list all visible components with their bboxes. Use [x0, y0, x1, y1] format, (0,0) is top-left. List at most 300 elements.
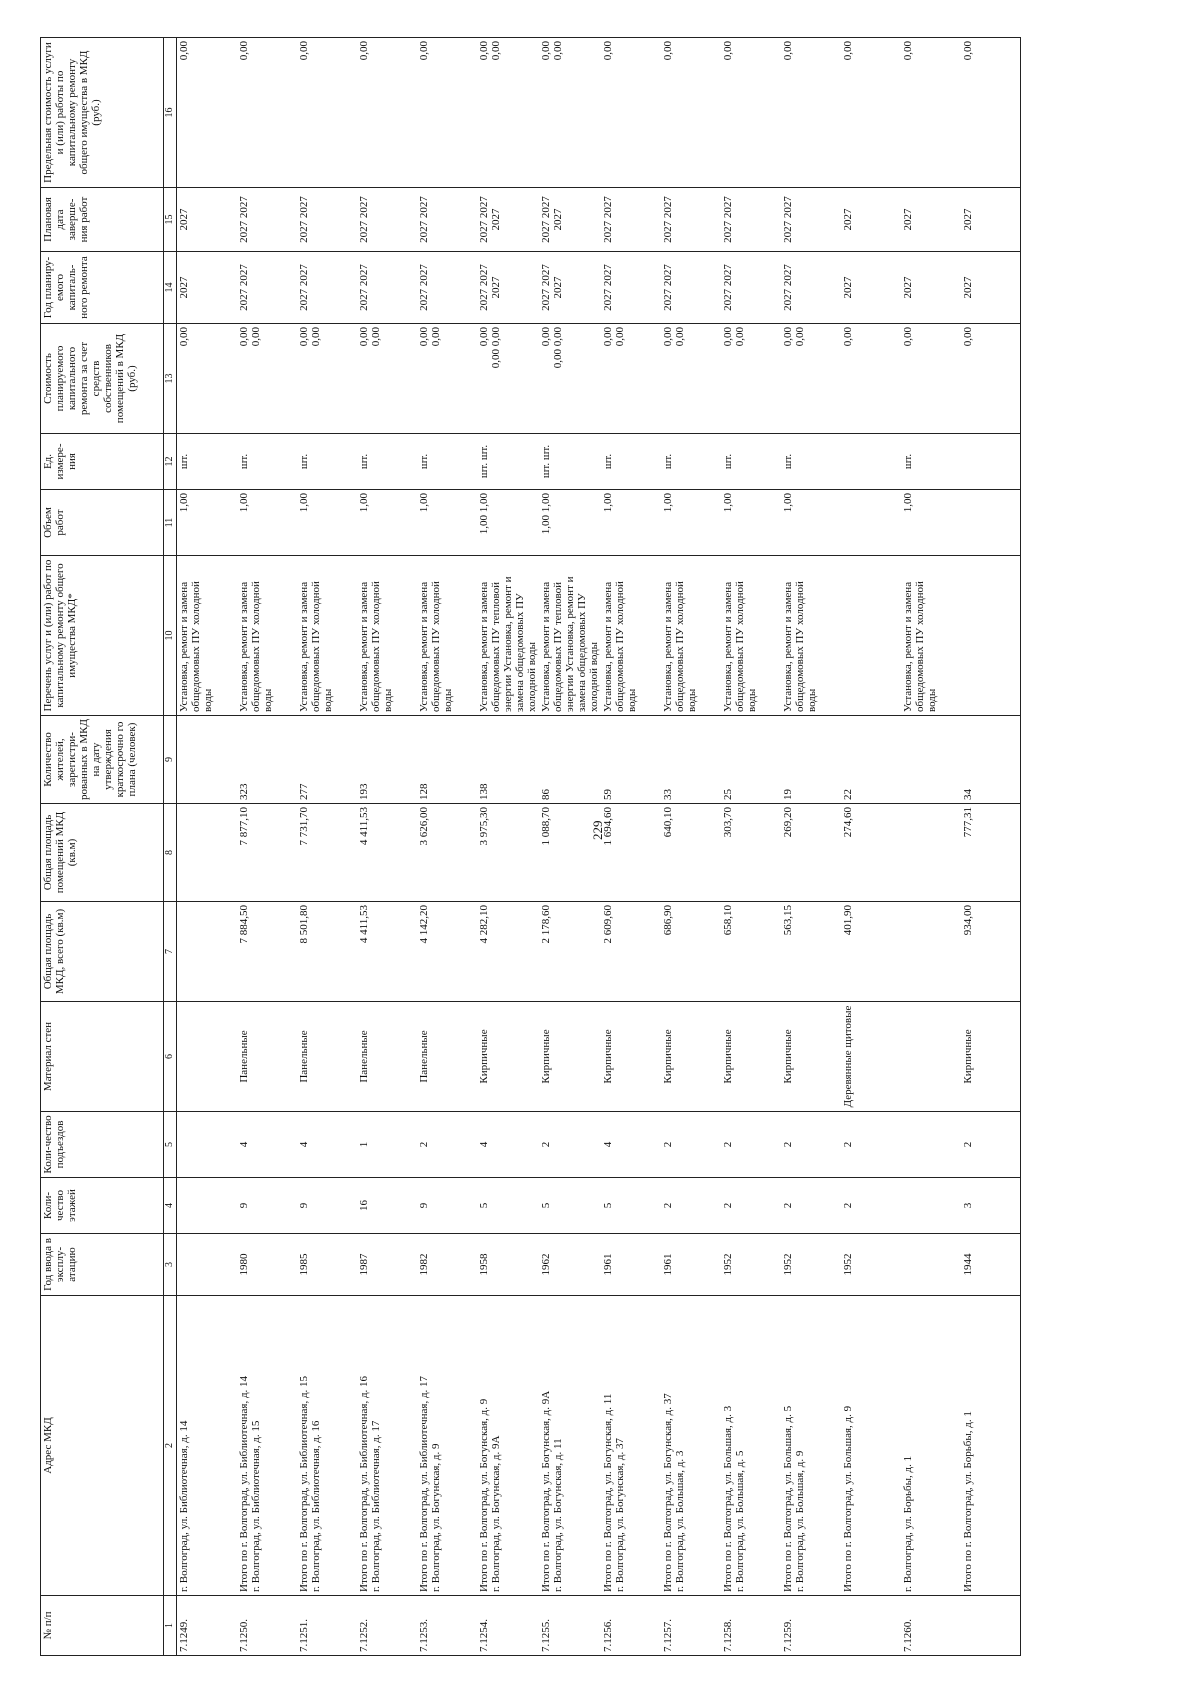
- table-row: [477, 38, 539, 1656]
- header-cell: Год планиру-емого капиталь-ного ремонта: [41, 252, 164, 324]
- address-cell: [841, 1296, 901, 1596]
- year-built-cell: 1980: [237, 1234, 297, 1296]
- limit-total-line: 0,00: [961, 41, 974, 61]
- cost-cell: [417, 324, 477, 434]
- wall-material-cell: Кирпичные: [601, 1002, 661, 1112]
- cost-total-line: 0,00: [297, 327, 310, 347]
- address-line: г. Волгоград, ул. Богунская, д. 9: [429, 1443, 442, 1592]
- entrances-cell: 2: [539, 1112, 601, 1178]
- limit-cost-cell: [901, 38, 961, 188]
- end-date-cell: 2027 2027 2027: [539, 188, 601, 252]
- works-list-cell: Установка, ремонт и замена общедомовых ПУ холодной воды: [661, 556, 721, 716]
- year-built-cell: 1952: [841, 1234, 901, 1296]
- address-line: г. Волгоград, ул. Библиотечная, д. 14: [178, 1420, 190, 1592]
- header-cell: Коли-чество подъездов: [41, 1112, 164, 1178]
- year-built-cell: 1958: [477, 1234, 539, 1296]
- rooms-area-cell: 640,10: [661, 804, 721, 902]
- wall-material-cell: Деревянные щитовые: [841, 1002, 901, 1112]
- cost-total-line: 0,00: [477, 327, 490, 347]
- entrances-cell: [901, 1112, 961, 1178]
- wall-material-cell: Кирпичные: [781, 1002, 841, 1112]
- entrances-cell: 2: [841, 1112, 901, 1178]
- volume-cell: 1,00: [237, 490, 297, 556]
- cost-total-line: 0,00: [961, 327, 974, 347]
- end-date-cell: 2027: [961, 188, 1021, 252]
- volume-cell: 1,00: [177, 490, 237, 556]
- row-number: 7.1260.: [901, 1596, 961, 1656]
- year-built-cell: 1982: [417, 1234, 477, 1296]
- rooms-area-cell: [177, 804, 237, 902]
- limit-cost-cell: [721, 38, 781, 188]
- volume-cell: 1,00: [601, 490, 661, 556]
- limit-total-line: 0,00: [539, 41, 552, 61]
- cost-cell: [601, 324, 661, 434]
- end-date-cell: 2027 2027: [781, 188, 841, 252]
- cost-cell: [539, 324, 601, 434]
- column-number: 8: [164, 804, 177, 902]
- address-total-line: Итого по г. Волгоград, ул. Библиотечная, д. 15: [297, 1375, 310, 1592]
- residents-cell: 33: [661, 716, 721, 804]
- address-cell: [357, 1296, 417, 1596]
- address-line: г. Волгоград, ул. Большая, д. 9: [793, 1450, 806, 1592]
- works-list-cell: Установка, ремонт и замена общедомовых ПУ холодной воды: [601, 556, 661, 716]
- row-number: 7.1251.: [297, 1596, 357, 1656]
- volume-cell: 1,00 1,00: [539, 490, 601, 556]
- year-built-cell: 1985: [297, 1234, 357, 1296]
- limit-line: 0,00: [489, 41, 502, 61]
- table-body: [177, 38, 1021, 1656]
- volume-cell: 1,00: [661, 490, 721, 556]
- limit-total-line: 0,00: [357, 41, 370, 61]
- end-date-cell: 2027: [901, 188, 961, 252]
- unit-cell: [841, 434, 901, 490]
- volume-cell: 1,00 1,00: [477, 490, 539, 556]
- limit-cost-cell: [961, 38, 1021, 188]
- cost-line: 0,00 0,00: [551, 327, 564, 369]
- header-cell: № п/п: [41, 1596, 164, 1656]
- address-cell: [477, 1296, 539, 1596]
- capital-repair-table: [40, 37, 1021, 1656]
- repair-year-cell: 2027 2027 2027: [539, 252, 601, 324]
- total-area-cell: 7 884,50: [237, 902, 297, 1002]
- table-row: [781, 38, 841, 1656]
- table-row: [357, 38, 417, 1656]
- cost-cell: [901, 324, 961, 434]
- cost-cell: [721, 324, 781, 434]
- repair-year-cell: 2027 2027: [781, 252, 841, 324]
- limit-cost-cell: [177, 38, 237, 188]
- row-number: 7.1252.: [357, 1596, 417, 1656]
- year-built-cell: 1961: [661, 1234, 721, 1296]
- cost-total-line: 0,00: [601, 327, 614, 347]
- unit-cell: шт.: [177, 434, 237, 490]
- address-line: г. Волгоград, ул. Богунская, д. 11: [551, 1438, 564, 1592]
- volume-cell: [841, 490, 901, 556]
- address-cell: [781, 1296, 841, 1596]
- row-number: 7.1253.: [417, 1596, 477, 1656]
- cost-cell: [781, 324, 841, 434]
- year-built-cell: 1962: [539, 1234, 601, 1296]
- cost-total-line: 0,00: [539, 327, 552, 347]
- floors-cell: 5: [539, 1178, 601, 1234]
- table-row: [961, 38, 1021, 1656]
- limit-total-line: 0,00: [297, 41, 310, 61]
- header-cell: Год ввода в эксплу-атацию: [41, 1234, 164, 1296]
- column-number: 12: [164, 434, 177, 490]
- cost-cell: [661, 324, 721, 434]
- residents-cell: [177, 716, 237, 804]
- repair-year-cell: 2027 2027: [721, 252, 781, 324]
- unit-cell: шт.: [297, 434, 357, 490]
- entrances-cell: 2: [661, 1112, 721, 1178]
- table-row: [721, 38, 781, 1656]
- header-cell: Общая площадь помещений МКД (кв.м): [41, 804, 164, 902]
- cost-total-line: 0,00: [417, 327, 430, 347]
- wall-material-cell: Панельные: [357, 1002, 417, 1112]
- residents-cell: 22: [841, 716, 901, 804]
- column-number: 14: [164, 252, 177, 324]
- residents-cell: 86: [539, 716, 601, 804]
- cost-line: 0,00: [673, 327, 686, 347]
- header-cell: Количество жителей, зарегистри-рованных в МКД на дату утверждения краткосрочно го плана (человек): [41, 716, 164, 804]
- column-number: 1: [164, 1596, 177, 1656]
- residents-cell: [901, 716, 961, 804]
- works-list-cell: Установка, ремонт и замена общедомовых ПУ холодной воды: [297, 556, 357, 716]
- row-number: [961, 1596, 1021, 1656]
- table-row: [841, 38, 901, 1656]
- column-number: 15: [164, 188, 177, 252]
- cost-line: 0,00: [901, 327, 914, 347]
- floors-cell: 2: [661, 1178, 721, 1234]
- limit-cost-cell: [237, 38, 297, 188]
- cost-cell: [357, 324, 417, 434]
- address-total-line: Итого по г. Волгоград, ул. Богунская, д. 9: [477, 1398, 490, 1592]
- address-line: г. Волгоград, ул. Библиотечная, д. 15: [249, 1420, 262, 1592]
- table-row: [177, 38, 237, 1656]
- address-total-line: Итого по г. Волгоград, ул. Большая, д. 3: [721, 1405, 734, 1592]
- volume-cell: 1,00: [901, 490, 961, 556]
- column-number: 5: [164, 1112, 177, 1178]
- entrances-cell: 4: [237, 1112, 297, 1178]
- row-number: 7.1255.: [539, 1596, 601, 1656]
- entrances-cell: 1: [357, 1112, 417, 1178]
- unit-cell: шт.: [661, 434, 721, 490]
- year-built-cell: [177, 1234, 237, 1296]
- table-row: [901, 38, 961, 1656]
- year-built-cell: [901, 1234, 961, 1296]
- rooms-area-cell: 7 877,10: [237, 804, 297, 902]
- repair-year-cell: 2027 2027: [601, 252, 661, 324]
- limit-total-line: 0,00: [781, 41, 794, 61]
- volume-cell: 1,00: [297, 490, 357, 556]
- limit-total-line: 0,00: [721, 41, 734, 61]
- entrances-cell: [177, 1112, 237, 1178]
- end-date-cell: 2027: [841, 188, 901, 252]
- header-cell: Общая площадь МКД, всего (кв.м): [41, 902, 164, 1002]
- address-line: г. Волгоград, ул. Библиотечная, д. 16: [309, 1420, 322, 1592]
- works-list-cell: Установка, ремонт и замена общедомовых ПУ тепловой энергии Установка, ремонт и замена общедомовых ПУ холодной воды: [477, 556, 539, 716]
- limit-cost-cell: [477, 38, 539, 188]
- total-area-cell: 401,90: [841, 902, 901, 1002]
- total-area-cell: 563,15: [781, 902, 841, 1002]
- register-sheet: [40, 38, 1160, 1656]
- floors-cell: [901, 1178, 961, 1234]
- end-date-cell: 2027 2027: [357, 188, 417, 252]
- address-cell: [177, 1296, 237, 1596]
- residents-cell: 19: [781, 716, 841, 804]
- wall-material-cell: [901, 1002, 961, 1112]
- rooms-area-cell: 3 975,30: [477, 804, 539, 902]
- rooms-area-cell: 4 411,53: [357, 804, 417, 902]
- end-date-cell: 2027: [177, 188, 237, 252]
- address-line: г. Волгоград, ул. Богунская, д. 37: [613, 1438, 626, 1592]
- rooms-area-cell: 777,31: [961, 804, 1021, 902]
- cost-line: 0,00: [369, 327, 382, 347]
- year-built-cell: 1952: [781, 1234, 841, 1296]
- wall-material-cell: Кирпичные: [961, 1002, 1021, 1112]
- wall-material-cell: Кирпичные: [721, 1002, 781, 1112]
- column-number: 3: [164, 1234, 177, 1296]
- rooms-area-cell: 269,20: [781, 804, 841, 902]
- floors-cell: 5: [477, 1178, 539, 1234]
- limit-cost-cell: [601, 38, 661, 188]
- wall-material-cell: Панельные: [237, 1002, 297, 1112]
- residents-cell: 138: [477, 716, 539, 804]
- rooms-area-cell: 3 626,00: [417, 804, 477, 902]
- cost-line: 0,00 0,00: [489, 327, 502, 369]
- year-built-cell: 1944: [961, 1234, 1021, 1296]
- cost-total-line: 0,00: [721, 327, 734, 347]
- end-date-cell: 2027 2027: [721, 188, 781, 252]
- column-number: 13: [164, 324, 177, 434]
- header-cell: Перечень услуг и (или) работ по капитальному ремонту общего имущества МКД*: [41, 556, 164, 716]
- unit-cell: шт.: [417, 434, 477, 490]
- floors-cell: 5: [601, 1178, 661, 1234]
- column-number: 4: [164, 1178, 177, 1234]
- works-list-cell: [961, 556, 1021, 716]
- total-area-cell: 4 411,53: [357, 902, 417, 1002]
- page-number: 229: [590, 820, 605, 840]
- rooms-area-cell: 274,60: [841, 804, 901, 902]
- entrances-cell: 4: [601, 1112, 661, 1178]
- entrances-cell: 4: [297, 1112, 357, 1178]
- residents-cell: 323: [237, 716, 297, 804]
- works-list-cell: Установка, ремонт и замена общедомовых ПУ холодной воды: [237, 556, 297, 716]
- unit-cell: шт. шт.: [539, 434, 601, 490]
- address-total-line: Итого по г. Волгоград, ул. Библиотечная, д. 17: [417, 1375, 430, 1592]
- unit-cell: шт.: [237, 434, 297, 490]
- cost-cell: [237, 324, 297, 434]
- entrances-cell: 2: [781, 1112, 841, 1178]
- address-line: г. Волгоград, ул. Борьбы, д. 1: [901, 1455, 914, 1592]
- column-number: 10: [164, 556, 177, 716]
- row-number: [841, 1596, 901, 1656]
- column-number: 2: [164, 1296, 177, 1596]
- limit-total-line: 0,00: [601, 41, 614, 61]
- floors-cell: 2: [781, 1178, 841, 1234]
- volume-cell: 1,00: [721, 490, 781, 556]
- cost-cell: [177, 324, 237, 434]
- address-line: г. Волгоград, ул. Библиотечная, д. 17: [369, 1420, 382, 1592]
- repair-year-cell: 2027: [177, 252, 237, 324]
- end-date-cell: 2027 2027: [601, 188, 661, 252]
- works-list-cell: Установка, ремонт и замена общедомовых ПУ холодной воды: [901, 556, 961, 716]
- repair-year-cell: 2027: [901, 252, 961, 324]
- row-number: 7.1256.: [601, 1596, 661, 1656]
- limit-cost-cell: [539, 38, 601, 188]
- table-row: [661, 38, 721, 1656]
- table-row: [601, 38, 661, 1656]
- limit-total-line: 0,00: [841, 41, 854, 61]
- repair-year-cell: 2027: [841, 252, 901, 324]
- cost-cell: [297, 324, 357, 434]
- table-row: [237, 38, 297, 1656]
- header-cell: Плановая дата заверше-ния работ: [41, 188, 164, 252]
- entrances-cell: 2: [961, 1112, 1021, 1178]
- works-list-cell: Установка, ремонт и замена общедомовых ПУ холодной воды: [417, 556, 477, 716]
- wall-material-cell: Кирпичные: [477, 1002, 539, 1112]
- address-cell: [237, 1296, 297, 1596]
- row-number: 7.1259.: [781, 1596, 841, 1656]
- cost-total-line: 0,00: [661, 327, 674, 347]
- works-list-cell: Установка, ремонт и замена общедомовых ПУ холодной воды: [721, 556, 781, 716]
- residents-cell: 193: [357, 716, 417, 804]
- address-cell: [961, 1296, 1021, 1596]
- table-row: [417, 38, 477, 1656]
- row-number: 7.1250.: [237, 1596, 297, 1656]
- address-total-line: Итого по г. Волгоград, ул. Большая, д. 9: [841, 1405, 854, 1592]
- repair-year-cell: 2027 2027: [357, 252, 417, 324]
- limit-total-line: 0,00: [237, 41, 250, 61]
- address-line: г. Волгоград, ул. Большая, д. 5: [733, 1450, 746, 1592]
- cost-cell: [477, 324, 539, 434]
- limit-total-line: 0,00: [477, 41, 490, 61]
- repair-year-cell: 2027 2027: [297, 252, 357, 324]
- table-row: [297, 38, 357, 1656]
- address-line: г. Волгоград, ул. Большая, д. 3: [673, 1450, 686, 1592]
- repair-year-cell: 2027: [961, 252, 1021, 324]
- works-list-cell: [841, 556, 901, 716]
- wall-material-cell: Кирпичные: [661, 1002, 721, 1112]
- unit-cell: [961, 434, 1021, 490]
- column-number: 7: [164, 902, 177, 1002]
- works-list-cell: Установка, ремонт и замена общедомовых ПУ холодной воды: [357, 556, 417, 716]
- floors-cell: 2: [841, 1178, 901, 1234]
- table-row: [539, 38, 601, 1656]
- wall-material-cell: Панельные: [417, 1002, 477, 1112]
- repair-year-cell: 2027 2027 2027: [477, 252, 539, 324]
- end-date-cell: 2027 2027: [297, 188, 357, 252]
- wall-material-cell: [177, 1002, 237, 1112]
- address-total-line: Итого по г. Волгоград, ул. Библиотечная, д. 16: [357, 1375, 370, 1592]
- unit-cell: шт. шт.: [477, 434, 539, 490]
- address-total-line: Итого по г. Волгоград, ул. Библиотечная, д. 14: [237, 1375, 250, 1592]
- address-cell: [601, 1296, 661, 1596]
- entrances-cell: 4: [477, 1112, 539, 1178]
- end-date-cell: 2027 2027 2027: [477, 188, 539, 252]
- limit-cost-cell: [357, 38, 417, 188]
- cost-total-line: 0,00: [781, 327, 794, 347]
- unit-cell: шт.: [781, 434, 841, 490]
- address-cell: [901, 1296, 961, 1596]
- header-cell: Адрес МКД: [41, 1296, 164, 1596]
- floors-cell: 2: [721, 1178, 781, 1234]
- limit-cost-cell: [661, 38, 721, 188]
- address-total-line: Итого по г. Волгоград, ул. Богунская, д. 11: [601, 1393, 614, 1592]
- total-area-cell: 8 501,80: [297, 902, 357, 1002]
- floors-cell: 3: [961, 1178, 1021, 1234]
- works-list-cell: Установка, ремонт и замена общедомовых ПУ холодной воды: [781, 556, 841, 716]
- cost-total-line: 0,00: [357, 327, 370, 347]
- total-area-cell: 658,10: [721, 902, 781, 1002]
- works-list-cell: Установка, ремонт и замена общедомовых ПУ холодной воды: [177, 556, 237, 716]
- wall-material-cell: Панельные: [297, 1002, 357, 1112]
- cost-line: 0,00: [249, 327, 262, 347]
- repair-year-cell: 2027 2027: [661, 252, 721, 324]
- year-built-cell: 1987: [357, 1234, 417, 1296]
- rooms-area-cell: 1 694,60: [601, 804, 661, 902]
- row-number: 7.1254.: [477, 1596, 539, 1656]
- floors-cell: 9: [237, 1178, 297, 1234]
- floors-cell: 16: [357, 1178, 417, 1234]
- repair-year-cell: 2027 2027: [417, 252, 477, 324]
- header-cell: Предельная стоимость услуги и (или) работы по капитальному ремонту общего имущества в МКД (руб.): [41, 38, 164, 188]
- row-number: 7.1257.: [661, 1596, 721, 1656]
- limit-line: 0,00: [178, 41, 190, 61]
- rooms-area-cell: 7 731,70: [297, 804, 357, 902]
- row-number: 7.1258.: [721, 1596, 781, 1656]
- residents-cell: 34: [961, 716, 1021, 804]
- cost-line: 0,00: [613, 327, 626, 347]
- address-cell: [297, 1296, 357, 1596]
- header-row: [41, 38, 164, 1656]
- cost-line: 0,00: [429, 327, 442, 347]
- limit-cost-cell: [781, 38, 841, 188]
- total-area-cell: 4 142,20: [417, 902, 477, 1002]
- header-cell: Коли-чество этажей: [41, 1178, 164, 1234]
- cost-total-line: 0,00: [841, 327, 854, 347]
- address-cell: [721, 1296, 781, 1596]
- works-list-cell: Установка, ремонт и замена общедомовых ПУ тепловой энергии Установка, ремонт и замена общедомовых ПУ холодной воды: [539, 556, 601, 716]
- total-area-cell: 4 282,10: [477, 902, 539, 1002]
- unit-cell: шт.: [901, 434, 961, 490]
- column-number: 11: [164, 490, 177, 556]
- cost-line: 0,00: [793, 327, 806, 347]
- cost-line: 0,00: [733, 327, 746, 347]
- total-area-cell: 2 178,60: [539, 902, 601, 1002]
- residents-cell: 128: [417, 716, 477, 804]
- rooms-area-cell: 1 088,70: [539, 804, 601, 902]
- row-number: 7.1249.: [177, 1596, 237, 1656]
- year-built-cell: 1961: [601, 1234, 661, 1296]
- volume-cell: 1,00: [357, 490, 417, 556]
- cost-cell: [841, 324, 901, 434]
- total-area-cell: 2 609,60: [601, 902, 661, 1002]
- address-cell: [661, 1296, 721, 1596]
- entrances-cell: 2: [417, 1112, 477, 1178]
- cost-total-line: 0,00: [237, 327, 250, 347]
- header-cell: Ед. измере-ния: [41, 434, 164, 490]
- volume-cell: 1,00: [417, 490, 477, 556]
- end-date-cell: 2027 2027: [237, 188, 297, 252]
- column-number: 6: [164, 1002, 177, 1112]
- unit-cell: шт.: [721, 434, 781, 490]
- column-number-row: [164, 38, 177, 1656]
- year-built-cell: 1952: [721, 1234, 781, 1296]
- end-date-cell: 2027 2027: [417, 188, 477, 252]
- header-cell: Материал стен: [41, 1002, 164, 1112]
- address-total-line: Итого по г. Волгоград, ул. Богунская, д. 37: [661, 1393, 674, 1592]
